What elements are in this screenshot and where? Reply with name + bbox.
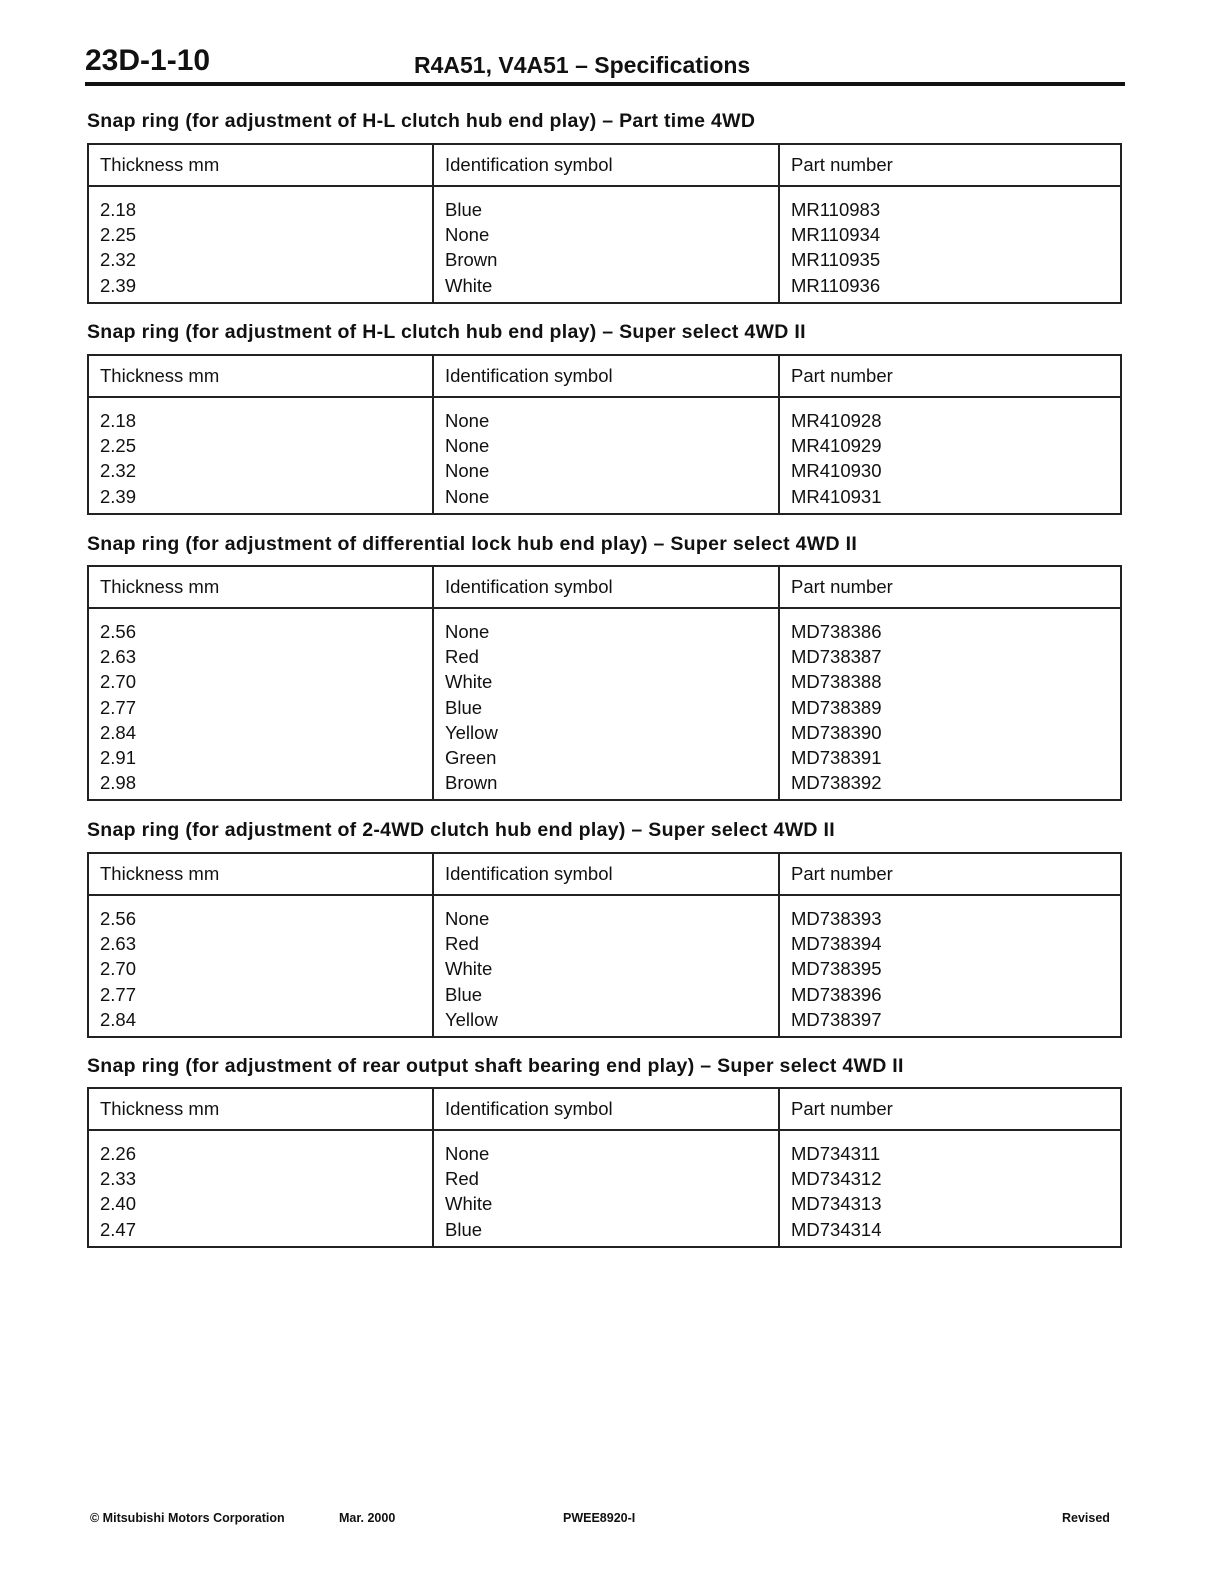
cell-value: None <box>445 460 490 482</box>
cell-value: Green <box>445 746 497 768</box>
spec-table <box>87 143 1122 304</box>
cell-value: None <box>445 908 490 929</box>
footer-date: Mar. 2000 <box>339 1511 396 1525</box>
column-header: Part number <box>779 355 1121 397</box>
table-body-row <box>88 608 1121 800</box>
cell-value: None <box>445 435 490 457</box>
cell-value: 2.70 <box>100 671 137 693</box>
column-header: Thickness mm <box>88 566 433 608</box>
table-cell <box>88 186 433 303</box>
cell-value: 2.18 <box>100 199 137 220</box>
cell-value: 2.84 <box>100 1008 137 1030</box>
cell-value: 2.63 <box>100 646 137 668</box>
table-header-row <box>88 566 1121 608</box>
cell-value: 2.39 <box>100 274 137 296</box>
section-title: Snap ring (for adjustment of H-L clutch hub end play) – Super select 4WD II <box>87 321 806 343</box>
cell-value: Blue <box>445 696 483 718</box>
footer-copyright: © Mitsubishi Motors Corporation <box>90 1511 285 1525</box>
table-cell <box>88 608 433 800</box>
cell-value: 2.47 <box>100 1218 137 1240</box>
cell-value: MR410931 <box>791 485 882 507</box>
table-header-row <box>88 144 1121 186</box>
cell-value: MD738392 <box>791 772 882 794</box>
cell-value: MR110935 <box>791 249 881 271</box>
cell-value: MR410930 <box>791 460 882 482</box>
cell-value: 2.63 <box>100 933 137 955</box>
table-cell <box>433 1130 779 1247</box>
cell-value: Red <box>445 646 479 668</box>
cell-value: MD738396 <box>791 983 882 1005</box>
cell-value: Red <box>445 933 479 955</box>
cell-value: MD738393 <box>791 908 882 929</box>
cell-value: MD738394 <box>791 933 882 955</box>
cell-value: 2.25 <box>100 224 137 246</box>
table-body-row <box>88 397 1121 514</box>
cell-value: White <box>445 274 493 296</box>
cell-value: None <box>445 410 490 431</box>
table-cell <box>88 895 433 1037</box>
cell-value: MD738391 <box>791 746 882 768</box>
table-cell <box>88 397 433 514</box>
cell-value: Blue <box>445 1218 483 1240</box>
cell-value: 2.39 <box>100 485 137 507</box>
column-header: Thickness mm <box>88 144 433 186</box>
cell-value: MR410929 <box>791 435 882 457</box>
section-title: Snap ring (for adjustment of H-L clutch hub end play) – Part time 4WD <box>87 110 756 132</box>
cell-value: 2.84 <box>100 721 137 743</box>
cell-value: 2.25 <box>100 435 137 457</box>
cell-value: 2.32 <box>100 249 137 271</box>
cell-value: White <box>445 958 493 980</box>
column-header: Part number <box>779 144 1121 186</box>
column-header: Identification symbol <box>433 355 779 397</box>
cell-value: MD738388 <box>791 671 882 693</box>
column-header: Thickness mm <box>88 355 433 397</box>
cell-value: MD738397 <box>791 1008 882 1030</box>
table-body-row <box>88 186 1121 303</box>
cell-value: 2.98 <box>100 772 137 794</box>
cell-value: MR110936 <box>791 274 881 296</box>
column-header: Identification symbol <box>433 1088 779 1130</box>
spec-table <box>87 852 1122 1038</box>
column-header: Identification symbol <box>433 144 779 186</box>
cell-value: MD738395 <box>791 958 882 980</box>
cell-value: MD738387 <box>791 646 882 668</box>
cell-value: 2.33 <box>100 1168 137 1190</box>
cell-value: 2.40 <box>100 1193 137 1215</box>
table-cell <box>779 608 1121 800</box>
cell-value: 2.91 <box>100 746 137 768</box>
cell-value: Yellow <box>445 1008 498 1030</box>
table-header-row <box>88 853 1121 895</box>
spec-table <box>87 354 1122 515</box>
cell-value: None <box>445 621 490 642</box>
page-number: 23D-1-10 <box>85 44 211 77</box>
column-header: Part number <box>779 1088 1121 1130</box>
cell-value: MR410928 <box>791 410 882 431</box>
table-cell <box>779 397 1121 514</box>
cell-value: MD734314 <box>791 1218 882 1240</box>
table-cell <box>779 186 1121 303</box>
table-cell <box>779 895 1121 1037</box>
cell-value: MR110934 <box>791 224 881 246</box>
column-header: Identification symbol <box>433 566 779 608</box>
footer-status: Revised <box>1062 1511 1110 1525</box>
cell-value: 2.26 <box>100 1143 137 1164</box>
cell-value: White <box>445 1193 493 1215</box>
cell-value: 2.56 <box>100 908 137 929</box>
section-title: Snap ring (for adjustment of rear output shaft bearing end play) – Super select 4WD II <box>87 1055 904 1077</box>
header-rule <box>85 82 1125 86</box>
cell-value: MD738386 <box>791 621 882 642</box>
table-cell <box>433 895 779 1037</box>
cell-value: Brown <box>445 772 498 794</box>
cell-value: 2.77 <box>100 696 137 718</box>
cell-value: Blue <box>445 199 483 220</box>
column-header: Part number <box>779 566 1121 608</box>
cell-value: 2.56 <box>100 621 137 642</box>
page-title: R4A51, V4A51 – Specifications <box>414 52 751 78</box>
cell-value: None <box>445 485 490 507</box>
column-header: Thickness mm <box>88 1088 433 1130</box>
cell-value: Brown <box>445 249 498 271</box>
cell-value: MD734311 <box>791 1143 881 1164</box>
table-cell <box>433 186 779 303</box>
cell-value: None <box>445 224 490 246</box>
spec-table <box>87 565 1122 801</box>
cell-value: 2.32 <box>100 460 137 482</box>
table-cell <box>88 1130 433 1247</box>
table-body-row <box>88 895 1121 1037</box>
cell-value: MD734312 <box>791 1168 882 1190</box>
cell-value: MR110983 <box>791 199 881 220</box>
table-cell <box>779 1130 1121 1247</box>
cell-value: 2.18 <box>100 410 137 431</box>
cell-value: 2.70 <box>100 958 137 980</box>
table-cell <box>433 608 779 800</box>
table-body-row <box>88 1130 1121 1247</box>
cell-value: Blue <box>445 983 483 1005</box>
cell-value: 2.77 <box>100 983 137 1005</box>
table-cell <box>433 397 779 514</box>
cell-value: Red <box>445 1168 479 1190</box>
column-header: Thickness mm <box>88 853 433 895</box>
cell-value: Yellow <box>445 721 498 743</box>
cell-value: MD734313 <box>791 1193 882 1215</box>
table-header-row <box>88 1088 1121 1130</box>
cell-value: MD738390 <box>791 721 882 743</box>
section-title: Snap ring (for adjustment of 2-4WD clutch hub end play) – Super select 4WD II <box>87 819 835 841</box>
cell-value: None <box>445 1143 490 1164</box>
section-title: Snap ring (for adjustment of differential lock hub end play) – Super select 4WD II <box>87 533 858 555</box>
footer-code: PWEE8920-I <box>563 1511 636 1525</box>
spec-table <box>87 1087 1122 1248</box>
cell-value: White <box>445 671 493 693</box>
table-header-row <box>88 355 1121 397</box>
column-header: Part number <box>779 853 1121 895</box>
column-header: Identification symbol <box>433 853 779 895</box>
cell-value: MD738389 <box>791 696 882 718</box>
